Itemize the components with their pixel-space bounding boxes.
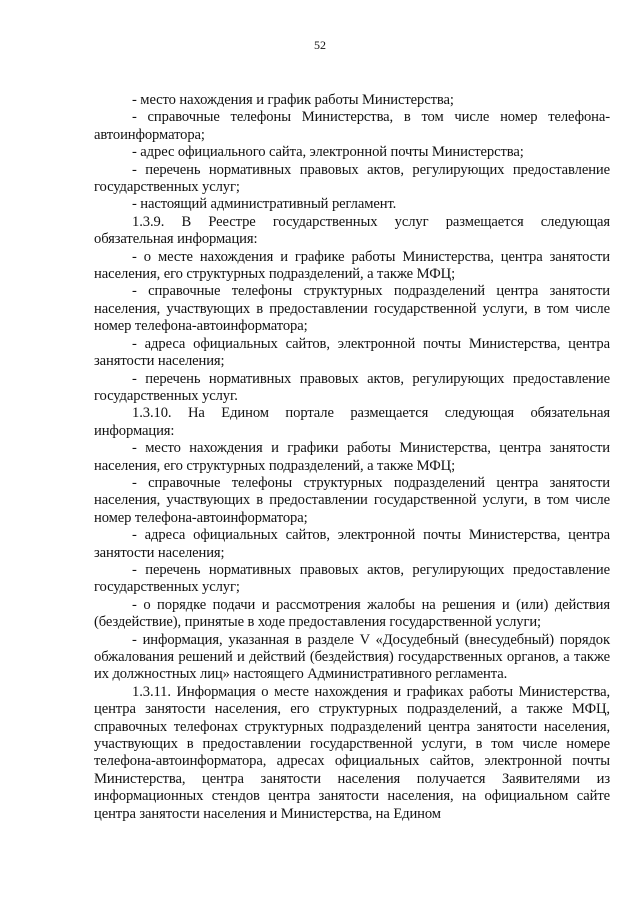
page-number: 52 [314, 38, 326, 52]
paragraph: - адреса официальных сайтов, электронной почты Министерства, центра занятости населения; [94, 527, 610, 561]
paragraph: - справочные телефоны структурных подразделений центра занятости населения, участвующих в предоставлении государственной услуги, в том числе номер телефона-автоинформатора; [94, 283, 610, 335]
paragraph: - перечень нормативных правовых актов, регулирующих предоставление государственных услуг. [94, 370, 610, 404]
paragraph: - перечень нормативных правовых актов, регулирующих предоставление государственных услуг; [94, 161, 610, 196]
paragraph: - о порядке подачи и рассмотрения жалобы на решения и (или) действия (бездействие), принятые в ходе предоставления государственной услуги; [94, 596, 610, 631]
paragraph: - настоящий административный регламент. [132, 196, 397, 213]
section-paragraph: 1.3.10. На Едином портале размещается следующая обязательная информация: [94, 405, 610, 439]
paragraph: - перечень нормативных правовых актов, регулирующих предоставление государственных услуг; [94, 561, 610, 596]
paragraph: - место нахождения и график работы Министерства; [132, 92, 454, 108]
paragraph: - место нахождения и графики работы Министерства, центра занятости населения, его структурных подразделений, а также МФЦ; [94, 440, 610, 474]
paragraph: - адреса официальных сайтов, электронной почты Министерства, центра занятости населения; [94, 335, 610, 370]
paragraph: - информация, указанная в разделе V «Досудебный (внесудебный) порядок обжалования решений и действий (бездействия) государственных органов, а также их должностных лиц» настоящего Административного регламента. [94, 631, 610, 683]
paragraph: - адрес официального сайта, электронной почты Министерства; [132, 144, 524, 161]
document-body [94, 92, 610, 823]
paragraph: - о месте нахождения и графике работы Министерства, центра занятости населения, его структурных подразделений, а также МФЦ; [94, 248, 610, 283]
section-paragraph: 1.3.9. В Реестре государственных услуг размещается следующая обязательная информация: [94, 213, 610, 248]
paragraph: - справочные телефоны Министерства, в том числе номер телефона-автоинформатора; [94, 109, 610, 143]
section-paragraph: 1.3.11. Информация о месте нахождения и графиках работы Министерства, центра занятости населения, его структурных подразделений, а также МФЦ, справочных телефонах структурных подразделений центра занятости населения, участвующих в предоставлении государственной услуги, в том числе номере телефона-автоинформатора, адресах официальных сайтов, электронной почты Министерства, центра занятости населения получается Заявителями из информационных стендов центра занятости населения, на официальном сайте центра занятости населения и Министерства, на Едином [94, 683, 610, 822]
paragraph: - справочные телефоны структурных подразделений центра занятости населения, участвующих в предоставлении государственной услуги, в том числе номер телефона-автоинформатора; [94, 474, 610, 526]
